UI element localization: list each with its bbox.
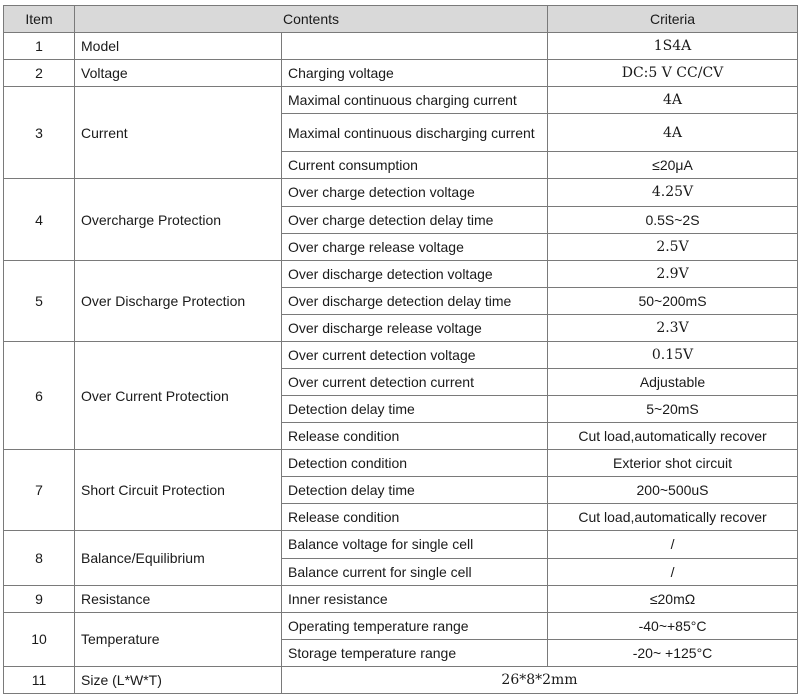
content-cell: Over charge detection voltage (282, 179, 548, 206)
criteria-cell: 1S4A (548, 33, 798, 60)
table-row (4, 666, 798, 693)
table-row (4, 585, 798, 612)
criteria-cell: 4A (548, 114, 798, 152)
criteria-cell: -20~ +125°C (548, 639, 798, 666)
item-name-cell: Balance/Equilibrium (75, 531, 282, 585)
content-cell: Operating temperature range (282, 612, 548, 639)
criteria-cell: 26*8*2mm (282, 666, 798, 693)
content-cell: Balance voltage for single cell (282, 531, 548, 558)
header-row (4, 6, 798, 33)
content-cell: Over current detection current (282, 368, 548, 395)
criteria-cell: Adjustable (548, 368, 798, 395)
item-name-cell: Size (L*W*T) (75, 666, 282, 693)
content-cell: Charging voltage (282, 60, 548, 87)
criteria-cell: -40~+85°C (548, 612, 798, 639)
table-row (4, 87, 798, 114)
criteria-cell: ≤20μA (548, 152, 798, 179)
table-row (4, 531, 798, 558)
criteria-cell: ≤20mΩ (548, 585, 798, 612)
content-cell: Balance current for single cell (282, 558, 548, 585)
table-row (4, 450, 798, 477)
content-cell: Current consumption (282, 152, 548, 179)
content-cell: Maximal continuous discharging current (282, 114, 548, 152)
content-cell (282, 33, 548, 60)
content-cell: Storage temperature range (282, 639, 548, 666)
item-name-cell: Model (75, 33, 282, 60)
table-row (4, 60, 798, 87)
criteria-cell: 0.15V (548, 341, 798, 368)
item-number-cell: 1 (4, 33, 75, 60)
criteria-cell: / (548, 558, 798, 585)
item-name-cell: Current (75, 87, 282, 179)
content-cell: Over discharge detection delay time (282, 287, 548, 314)
table-row (4, 260, 798, 287)
item-name-cell: Resistance (75, 585, 282, 612)
content-cell: Release condition (282, 504, 548, 531)
table-row (4, 341, 798, 368)
item-number-cell: 8 (4, 531, 75, 585)
content-cell: Release condition (282, 423, 548, 450)
item-name-cell: Voltage (75, 60, 282, 87)
item-name-cell: Temperature (75, 612, 282, 666)
content-cell: Detection delay time (282, 477, 548, 504)
item-number-cell: 11 (4, 666, 75, 693)
content-cell: Maximal continuous charging current (282, 87, 548, 114)
table-body (4, 33, 798, 694)
criteria-cell: 5~20mS (548, 396, 798, 423)
content-cell: Over charge detection delay time (282, 206, 548, 233)
criteria-cell: 2.9V (548, 260, 798, 287)
header-criteria: Criteria (548, 6, 798, 33)
content-cell: Detection delay time (282, 396, 548, 423)
item-number-cell: 10 (4, 612, 75, 666)
item-name-cell: Short Circuit Protection (75, 450, 282, 531)
criteria-cell: / (548, 531, 798, 558)
content-cell: Over discharge release voltage (282, 314, 548, 341)
item-number-cell: 2 (4, 60, 75, 87)
table-row (4, 179, 798, 206)
item-number-cell: 9 (4, 585, 75, 612)
content-cell: Over charge release voltage (282, 233, 548, 260)
criteria-cell: 50~200mS (548, 287, 798, 314)
item-number-cell: 7 (4, 450, 75, 531)
content-cell: Inner resistance (282, 585, 548, 612)
header-contents: Contents (75, 6, 548, 33)
criteria-cell: 4.25V (548, 179, 798, 206)
item-name-cell: Overcharge Protection (75, 179, 282, 260)
criteria-cell: 2.5V (548, 233, 798, 260)
criteria-cell: Cut load,automatically recover (548, 504, 798, 531)
content-cell: Over discharge detection voltage (282, 260, 548, 287)
item-number-cell: 4 (4, 179, 75, 260)
criteria-cell: Exterior shot circuit (548, 450, 798, 477)
item-number-cell: 5 (4, 260, 75, 341)
header-item: Item (4, 6, 75, 33)
criteria-cell: 4A (548, 87, 798, 114)
criteria-cell: 0.5S~2S (548, 206, 798, 233)
item-name-cell: Over Current Protection (75, 341, 282, 449)
table-row (4, 33, 798, 60)
specification-table (3, 5, 798, 694)
criteria-cell: 200~500uS (548, 477, 798, 504)
item-number-cell: 6 (4, 341, 75, 449)
item-number-cell: 3 (4, 87, 75, 179)
criteria-cell: Cut load,automatically recover (548, 423, 798, 450)
content-cell: Over current detection voltage (282, 341, 548, 368)
table-row (4, 612, 798, 639)
content-cell: Detection condition (282, 450, 548, 477)
criteria-cell: 2.3V (548, 314, 798, 341)
criteria-cell: DC:5 V CC/CV (548, 60, 798, 87)
item-name-cell: Over Discharge Protection (75, 260, 282, 341)
